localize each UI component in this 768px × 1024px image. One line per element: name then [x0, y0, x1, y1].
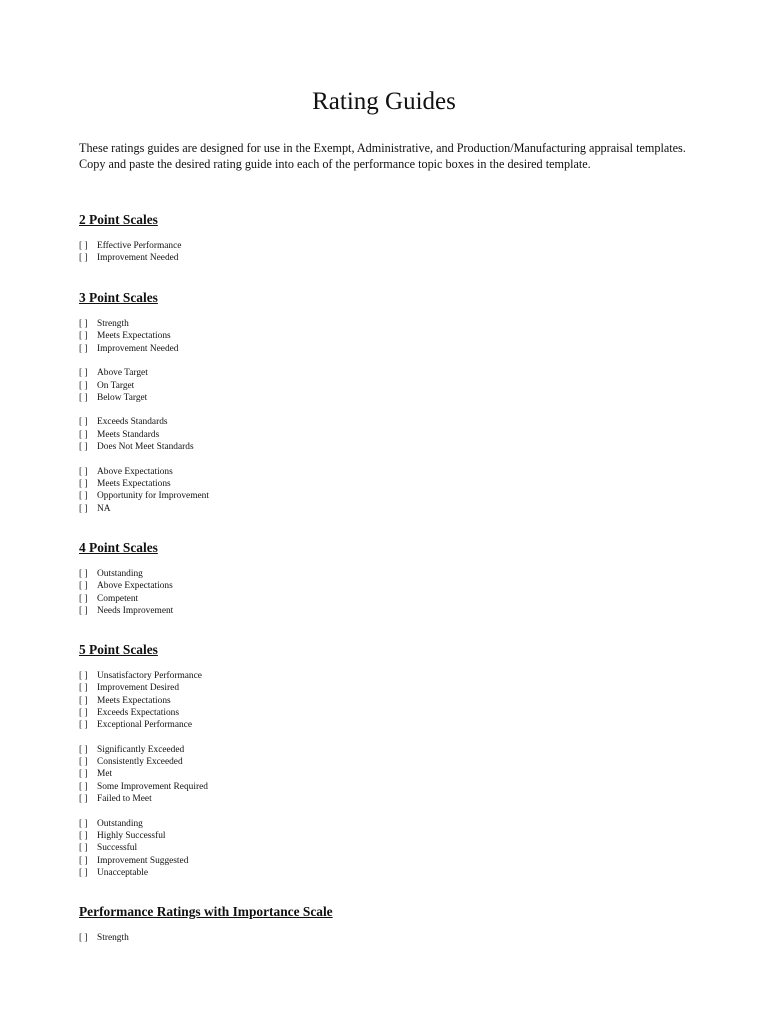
rating-option-label: On Target: [97, 380, 135, 391]
rating-option-label: Improvement Suggested: [97, 855, 189, 866]
checkbox-brackets: [ ]: [79, 491, 88, 502]
checkbox-brackets: [ ]: [79, 605, 88, 616]
rating-option-label: Highly Successful: [97, 830, 166, 841]
rating-option: [79, 392, 147, 404]
checkbox-brackets: [ ]: [79, 241, 88, 251]
rating-option-label: Strength: [97, 319, 129, 329]
checkbox-brackets: [ ]: [79, 818, 88, 829]
checkbox-brackets: [ ]: [79, 429, 88, 440]
rating-option: [79, 466, 173, 478]
rating-option-label: Opportunity for Improvement: [97, 491, 209, 502]
rating-option-label: Strength: [97, 933, 129, 943]
rating-option-label: Above Expectations: [97, 466, 173, 477]
checkbox-brackets: [ ]: [79, 417, 88, 428]
rating-option: [79, 867, 148, 879]
rating-option: [79, 252, 178, 264]
checkbox-brackets: [ ]: [79, 466, 88, 477]
rating-option-label: Above Target: [97, 368, 148, 379]
rating-option: [79, 707, 179, 719]
rating-option-label: Improvement Needed: [97, 343, 179, 354]
section-heading: 3 Point Scales: [79, 290, 158, 305]
checkbox-brackets: [ ]: [79, 744, 88, 755]
rating-option-label: Meets Standards: [97, 429, 160, 440]
checkbox-brackets: [ ]: [79, 593, 88, 604]
section-heading: 5 Point Scales: [79, 642, 158, 657]
rating-option-label: Met: [97, 769, 113, 780]
checkbox-brackets: [ ]: [79, 933, 88, 943]
rating-option: [79, 695, 171, 707]
checkbox-brackets: [ ]: [79, 769, 88, 780]
checkbox-brackets: [ ]: [79, 720, 88, 731]
rating-option-label: Outstanding: [97, 569, 143, 579]
page-title: Rating Guides: [312, 88, 456, 115]
section-heading: Performance Ratings with Importance Scale: [79, 904, 333, 919]
rating-option: [79, 682, 179, 694]
section-heading: 2 Point Scales: [79, 212, 158, 227]
checkbox-brackets: [ ]: [79, 442, 88, 452]
rating-option-label: Meets Expectations: [97, 695, 171, 706]
checkbox-brackets: [ ]: [79, 855, 88, 866]
rating-option-label: Improvement Desired: [97, 683, 180, 694]
rating-option-label: Meets Expectations: [97, 478, 171, 489]
checkbox-brackets: [ ]: [79, 253, 88, 264]
checkbox-brackets: [ ]: [79, 319, 88, 329]
rating-option: [79, 818, 143, 830]
rating-option-label: Exceeds Expectations: [97, 707, 179, 718]
rating-option: [79, 478, 171, 490]
rating-option: [79, 744, 184, 756]
rating-option: [79, 343, 178, 355]
rating-option: [79, 593, 138, 605]
checkbox-brackets: [ ]: [79, 781, 88, 792]
rating-option-label: Some Improvement Required: [97, 781, 208, 792]
rating-option: [79, 240, 181, 252]
rating-option: [79, 793, 152, 805]
checkbox-brackets: [ ]: [79, 843, 88, 854]
rating-option-label: Meets Expectations: [97, 331, 171, 342]
rating-option-label: Failed to Meet: [97, 794, 152, 804]
rating-option: [79, 330, 171, 342]
rating-option: [79, 605, 173, 617]
rating-option-label: Outstanding: [97, 818, 143, 829]
rating-option: [79, 441, 194, 453]
rating-option-label: Exceptional Performance: [97, 720, 193, 731]
rating-option-label: Unsatisfactory Performance: [97, 671, 202, 681]
rating-option: [79, 416, 168, 428]
rating-option-label: Above Expectations: [97, 581, 173, 592]
rating-option: [79, 756, 183, 768]
rating-option: [79, 830, 165, 842]
checkbox-brackets: [ ]: [79, 695, 88, 706]
checkbox-brackets: [ ]: [79, 757, 88, 768]
rating-option: [79, 781, 208, 793]
rating-option-label: Does Not Meet Standards: [97, 442, 194, 452]
rating-option: [79, 719, 192, 731]
checkbox-brackets: [ ]: [79, 380, 88, 391]
rating-option: [79, 670, 202, 682]
checkbox-brackets: [ ]: [79, 867, 88, 878]
intro-paragraph: These ratings guides are designed for use in the Exempt, Administrative, and Production/Manufacturing appraisal templates. Copy and paste the desired rating guide into each of the performance topic boxes in the desired template.: [79, 141, 686, 171]
rating-option: [79, 490, 209, 502]
rating-option-label: Unacceptable: [97, 867, 149, 878]
checkbox-brackets: [ ]: [79, 343, 88, 354]
rating-option-label: Successful: [97, 843, 138, 854]
rating-option-label: Needs Improvement: [97, 605, 174, 616]
rating-option-label: Effective Performance: [97, 241, 182, 251]
checkbox-brackets: [ ]: [79, 830, 88, 841]
checkbox-brackets: [ ]: [79, 707, 88, 718]
checkbox-brackets: [ ]: [79, 392, 88, 403]
rating-option: [79, 855, 188, 867]
rating-option-label: Improvement Needed: [97, 253, 179, 264]
rating-option-label: Consistently Exceeded: [97, 757, 183, 768]
section-heading: 4 Point Scales: [79, 540, 158, 555]
checkbox-brackets: [ ]: [79, 368, 88, 379]
rating-option: [79, 367, 148, 379]
rating-option-label: Below Target: [97, 392, 148, 403]
rating-option-label: Competent: [97, 593, 139, 604]
rating-option: [79, 318, 129, 330]
rating-option-label: Significantly Exceeded: [97, 744, 185, 755]
checkbox-brackets: [ ]: [79, 478, 88, 489]
checkbox-brackets: [ ]: [79, 569, 88, 579]
rating-option: [79, 768, 112, 780]
checkbox-brackets: [ ]: [79, 683, 88, 694]
rating-option: [79, 429, 159, 441]
rating-option-label: NA: [97, 503, 111, 514]
rating-option: [79, 842, 137, 854]
rating-option: [79, 568, 143, 580]
checkbox-brackets: [ ]: [79, 794, 88, 804]
checkbox-brackets: [ ]: [79, 581, 88, 592]
rating-option: [79, 380, 134, 392]
rating-option: [79, 580, 173, 592]
rating-option-label: Exceeds Standards: [97, 417, 168, 428]
checkbox-brackets: [ ]: [79, 331, 88, 342]
checkbox-brackets: [ ]: [79, 671, 88, 681]
rating-option: [79, 932, 129, 944]
checkbox-brackets: [ ]: [79, 503, 88, 514]
rating-option: [79, 503, 111, 515]
